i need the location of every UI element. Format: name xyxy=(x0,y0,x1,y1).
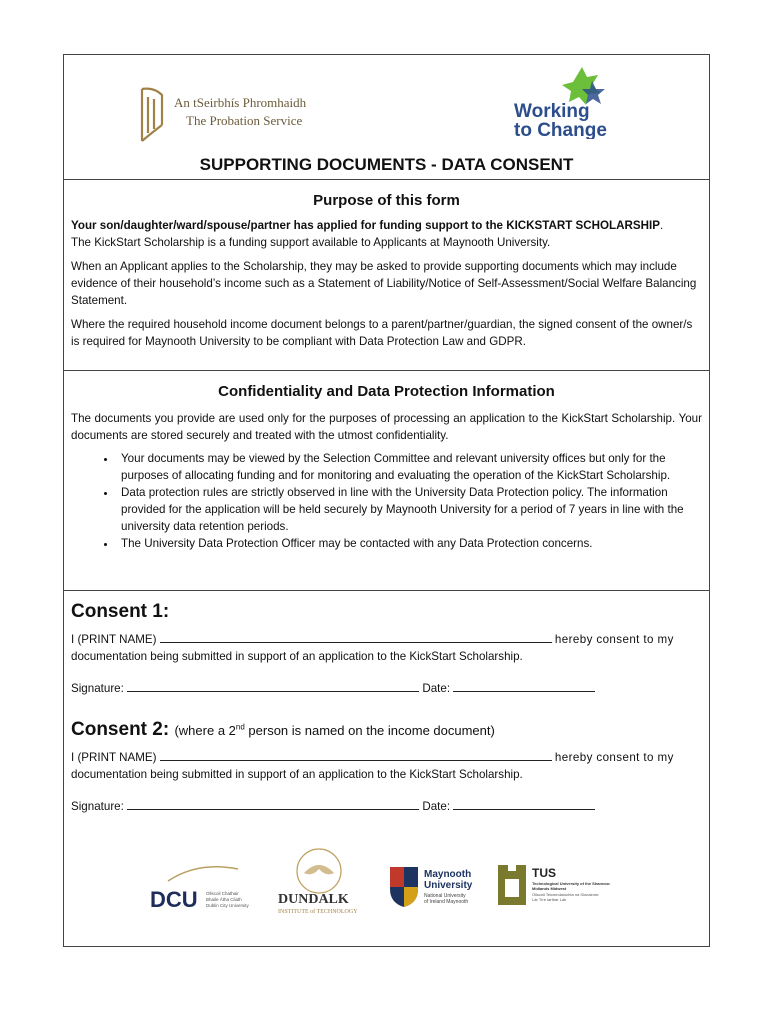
probation-logo-line2: The Probation Service xyxy=(186,113,303,128)
purpose-paragraph-1 xyxy=(71,217,702,251)
svg-text:Maynooth: Maynooth xyxy=(424,869,472,880)
consent-1-date-field[interactable] xyxy=(453,680,595,692)
consent-1-heading: Consent 1: xyxy=(71,601,170,622)
consent-2-hereby: hereby consent to my xyxy=(554,751,674,764)
dcu-logo xyxy=(148,859,278,924)
svg-text:INSTITUTE of TECHNOLOGY: INSTITUTE of TECHNOLOGY xyxy=(278,909,358,915)
consent-1-hereby: hereby consent to my xyxy=(554,633,674,646)
maynooth-logo xyxy=(388,865,488,914)
consent-1-date-label: Date: xyxy=(422,682,451,695)
svg-text:Bhaile Átha Cliath: Bhaile Átha Cliath xyxy=(206,897,242,902)
consent-2-signature-field[interactable] xyxy=(127,798,419,810)
consent-1-name-field[interactable] xyxy=(160,631,552,643)
confidentiality-section xyxy=(64,383,709,552)
consent-2-heading-row xyxy=(71,719,702,741)
list-item: • The University Data Protection Officer may be contacted with any Data Protection concerns. xyxy=(117,535,702,552)
svg-text:TUS: TUS xyxy=(532,866,556,880)
consent-2-note: (where a 2nd person is named on the income document) xyxy=(174,722,495,738)
purpose-p1-bold: Your son/daughter/ward/spouse/partner has applied for funding support to the KICKSTART SCHOLARSHIP xyxy=(71,219,660,232)
confidentiality-heading: Confidentiality and Data Protection Information xyxy=(218,383,555,400)
dundalk-logo-text: DUNDALK xyxy=(278,892,349,907)
purpose-section xyxy=(64,192,709,350)
consent-2-date-field[interactable] xyxy=(453,798,595,810)
divider xyxy=(64,370,709,371)
svg-text:of Ireland Maynooth: of Ireland Maynooth xyxy=(424,899,469,905)
consent-2-date-label: Date: xyxy=(422,800,451,813)
dundalk-logo xyxy=(264,847,374,922)
purpose-paragraph-3: Where the required household income document belongs to a parent/partner/guardian, the signed consent of the owner/s is required for Maynooth University to be compliant with Data Protection Law and GDPR. xyxy=(71,318,693,348)
consent-2-print-line xyxy=(71,749,702,766)
consent-2-line2: documentation being submitted in support of an application to the KickStart Scholarship. xyxy=(71,768,523,781)
svg-text:Lár Tíre Iarthar Láir: Lár Tíre Iarthar Láir xyxy=(532,897,567,902)
probation-logo-line1: An tSeirbhís Phromhaidh xyxy=(174,95,307,110)
svg-text:Technological University of th: Technological University of the Shannon: xyxy=(532,881,611,886)
partner-logos xyxy=(64,855,709,935)
consent-2-signature-label: Signature: xyxy=(71,800,124,813)
dcu-logo-text: DCU xyxy=(150,887,198,912)
consent-2-name-field[interactable] xyxy=(160,749,552,761)
confidentiality-list xyxy=(71,450,702,552)
working-to-change-logo xyxy=(512,67,622,144)
consent-1-signature-line xyxy=(71,680,702,697)
svg-text:Dublin City University: Dublin City University xyxy=(206,903,249,908)
star-icon xyxy=(562,67,605,105)
probation-service-logo xyxy=(140,85,330,150)
purpose-p1-rest: The KickStart Scholarship is a funding support available to Applicants at Maynooth University. xyxy=(71,236,551,249)
purpose-heading: Purpose of this form xyxy=(313,192,460,209)
confidentiality-intro: The documents you provide are used only for the purposes of processing an application to the KickStart Scholarship. Your documents are stored securely and treated with the utmost confidentiality. xyxy=(71,412,702,442)
list-item: • Data protection rules are strictly observed in line with the University Data Protection policy. The information provided for the application will be held securely by Maynooth University for a period of 7 years in line with the university data retention periods. xyxy=(117,484,702,535)
consent-1-signature-field[interactable] xyxy=(127,680,419,692)
svg-text:Midlands Midwest: Midlands Midwest xyxy=(532,886,567,891)
consent-2-heading: Consent 2: xyxy=(71,719,170,740)
purpose-p1-end: . xyxy=(659,219,664,232)
divider xyxy=(64,590,709,591)
page-title: SUPPORTING DOCUMENTS - DATA CONSENT xyxy=(199,155,574,174)
consent-2-signature-line xyxy=(71,798,702,815)
svg-text:National University: National University xyxy=(424,893,466,899)
consent-2-print-label: I (PRINT NAME) xyxy=(71,751,157,764)
purpose-paragraph-2: When an Applicant applies to the Scholarship, they may be asked to provide supporting documents which may include evidence of their household’s income such as a Statement of Liability/Notice of Self-Assessment/Social Welfare Balancing Statement. xyxy=(71,260,697,307)
svg-text:Ollscoil Teicneolaíochta na Si: Ollscoil Teicneolaíochta na Sionainne: xyxy=(532,892,600,897)
consent-1-print-label: I (PRINT NAME) xyxy=(71,633,157,646)
tus-logo xyxy=(496,863,616,914)
consent-1-signature-label: Signature: xyxy=(71,682,124,695)
consent-1-section xyxy=(64,601,709,697)
consent-2-section xyxy=(64,719,709,815)
consent-1-line2: documentation being submitted in support of an application to the KickStart Scholarship. xyxy=(71,650,523,663)
consent-1-print-line xyxy=(71,631,702,648)
wtc-logo-line2: to Change xyxy=(514,120,607,139)
svg-text:University: University xyxy=(424,880,473,891)
list-item: • Your documents may be viewed by the Selection Committee and relevant university offices but only for the purposes of allocating funding and for monitoring and evaluating the operation of the KickStart Scholarship. xyxy=(117,450,702,484)
svg-text:Ollscoil Chathair: Ollscoil Chathair xyxy=(206,891,239,896)
divider xyxy=(64,179,709,180)
document-frame xyxy=(63,54,710,947)
wtc-logo-line1: Working xyxy=(514,101,590,122)
